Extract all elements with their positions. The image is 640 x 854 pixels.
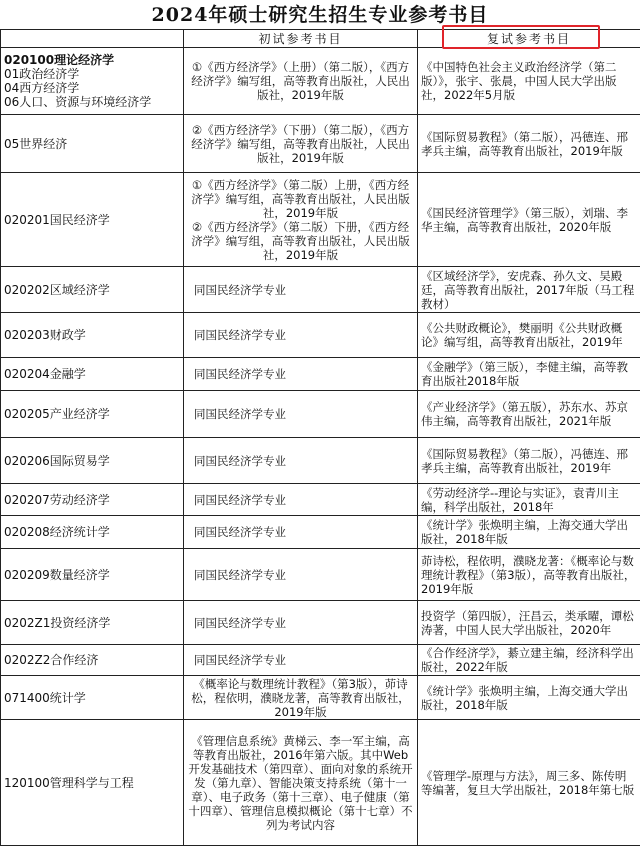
major-name: 020204金融学 [4,367,86,381]
retest-books-cell: 《公共财政概论》，樊丽明《公共财政概论》编写组，高等教育出版社，2019年 [418,313,640,358]
retest-books-cell: 《统计学》张焕明主编，上海交通大学出版社，2018年版 [418,516,640,549]
major-name: 020203财政学 [4,328,86,342]
retest-books-cell: 茆诗松，程依明，濮晓龙著：《概率论与数理统计教程》（第3版），高等教育出版社，2019年版 [418,549,640,601]
major-cell [1,438,184,484]
major-cell [1,601,184,645]
major-name: 020206国际贸易学 [4,453,110,468]
major-cell [1,516,184,549]
table-row [1,676,640,720]
initial-books-cell: 《概率论与数理统计教程》（第3版），茆诗松，程依明，濮晓龙著，高等教育出版社，2019年版 [184,676,418,720]
page-title: 2024年硕士研究生招生专业参考书目 [151,4,489,26]
initial-books-cell: 同国民经济学专业 [184,267,418,313]
initial-books-cell: ①《西方经济学》（第二版）上册，《西方经济学》编写组，高等教育出版社，人民出版社，2019年版 ②《西方经济学》（第二版）下册，《西方经济学》编写组，高等教育出版社，人民出版社，2019年版 [184,173,418,267]
major-name: 04西方经济学 [4,81,80,95]
major-cell [1,549,184,601]
major-cell [1,173,184,267]
major-name: 020202区域经济学 [4,282,110,297]
table-row [1,438,640,484]
retest-books-cell: 《国际贸易教程》（第二版），冯德连、邢孝兵主编，高等教育出版社，2019年 [418,438,640,484]
major-name: 020100理论经济学 [4,53,115,67]
retest-books-cell: 《中国特色社会主义政治经济学（第二版）》，张宇、张晨，中国人民大学出版社，2022年5月版 [418,48,640,115]
table-row [1,358,640,391]
initial-books-cell: 同国民经济学专业 [184,438,418,484]
initial-books-cell: 同国民经济学专业 [184,391,418,438]
retest-books-cell: 《合作经济学》，綦立建主编，经济科学出版社，2022年版 [418,645,640,676]
retest-books-cell: 《区域经济学》，安虎森、孙久文、吴殿廷，高等教育出版社，2017年版（马工程教材） [418,267,640,313]
initial-books-cell: ①《西方经济学》（上册）（第二版），《西方经济学》编写组，高等教育出版社，人民出版社，2019年版 [184,48,418,115]
initial-books-cell: ②《西方经济学》（下册）（第二版），《西方经济学》编写组，高等教育出版社，人民出版社，2019年版 [184,115,418,173]
booklist-table [0,29,640,846]
major-cell [1,267,184,313]
table-row [1,115,640,173]
table-row [1,391,640,438]
initial-books-cell: 同国民经济学专业 [184,601,418,645]
retest-books-cell: 《劳动经济学--理论与实证》，袁青川主编，科学出版社，2018年 [418,484,640,516]
retest-books-cell: 《产业经济学》（第五版），苏东水、苏京伟主编，高等教育出版社，2021年版 [418,391,640,438]
retest-books-cell: 《金融学》（第三版），李健主编，高等教育出版社2018年版 [418,358,640,391]
major-name: 120100管理科学与工程 [4,775,134,790]
table-header-row [1,30,640,48]
major-cell [1,720,184,846]
header-major [1,30,184,48]
table-row [1,601,640,645]
table-row [1,720,640,846]
table-row [1,516,640,549]
major-name: 0202Z2合作经济 [4,653,99,667]
table-row [1,484,640,516]
header-initial-books: 初试参考书目 [184,30,418,48]
major-cell [1,484,184,516]
initial-books-cell: 同国民经济学专业 [184,484,418,516]
major-cell [1,313,184,358]
retest-books-cell: 《统计学》张焕明主编，上海交通大学出版社，2018年版 [418,676,640,720]
initial-books-cell: 《管理信息系统》黄梯云、李一军主编，高等教育出版社，2016年第六版。其中Web开发基础技术（第四章）、面向对象的系统开发（第九章）、智能决策支持系统（第十一章）、电子政务（第十三章）、电子健康（第十四章）、管理信息模拟概论（第十七章）不列为考试内容 [184,720,418,846]
table-row [1,48,640,115]
initial-books-cell: 同国民经济学专业 [184,549,418,601]
major-cell [1,48,184,115]
table-row [1,549,640,601]
major-cell [1,391,184,438]
retest-books-cell: 投资学（第四版），汪昌云，类承曜，谭松涛著，中国人民大学出版社，2020年 [418,601,640,645]
retest-books-cell: 《国际贸易教程》（第二版），冯德连、邢孝兵主编，高等教育出版社，2019年版 [418,115,640,173]
major-name: 05世界经济 [4,136,68,151]
initial-books-cell: 同国民经济学专业 [184,358,418,391]
major-cell [1,645,184,676]
header-retest-books: 复试参考书目 [418,30,640,48]
major-name: 06人口、资源与环境经济学 [4,95,152,109]
initial-books-cell: 同国民经济学专业 [184,645,418,676]
major-name: 020208经济统计学 [4,525,110,539]
initial-books-cell: 同国民经济学专业 [184,516,418,549]
major-cell [1,358,184,391]
table-row [1,645,640,676]
major-name: 020205产业经济学 [4,407,110,421]
major-cell [1,115,184,173]
major-name: 071400统计学 [4,690,86,705]
retest-books-cell: 《管理学-原理与方法》，周三多、陈传明等编著，复旦大学出版社，2018年第七版 [418,720,640,846]
major-name: 01政治经济学 [4,67,80,81]
table-row [1,173,640,267]
major-name: 020209数量经济学 [4,567,110,582]
major-name: 020201国民经济学 [4,212,110,227]
major-name: 0202Z1投资经济学 [4,615,111,630]
major-name: 020207劳动经济学 [4,492,110,507]
table-row [1,313,640,358]
table-row [1,267,640,313]
retest-books-cell: 《国民经济管理学》（第三版），刘瑞、李华主编，高等教育出版社，2020年版 [418,173,640,267]
major-cell [1,676,184,720]
initial-books-cell: 同国民经济学专业 [184,313,418,358]
